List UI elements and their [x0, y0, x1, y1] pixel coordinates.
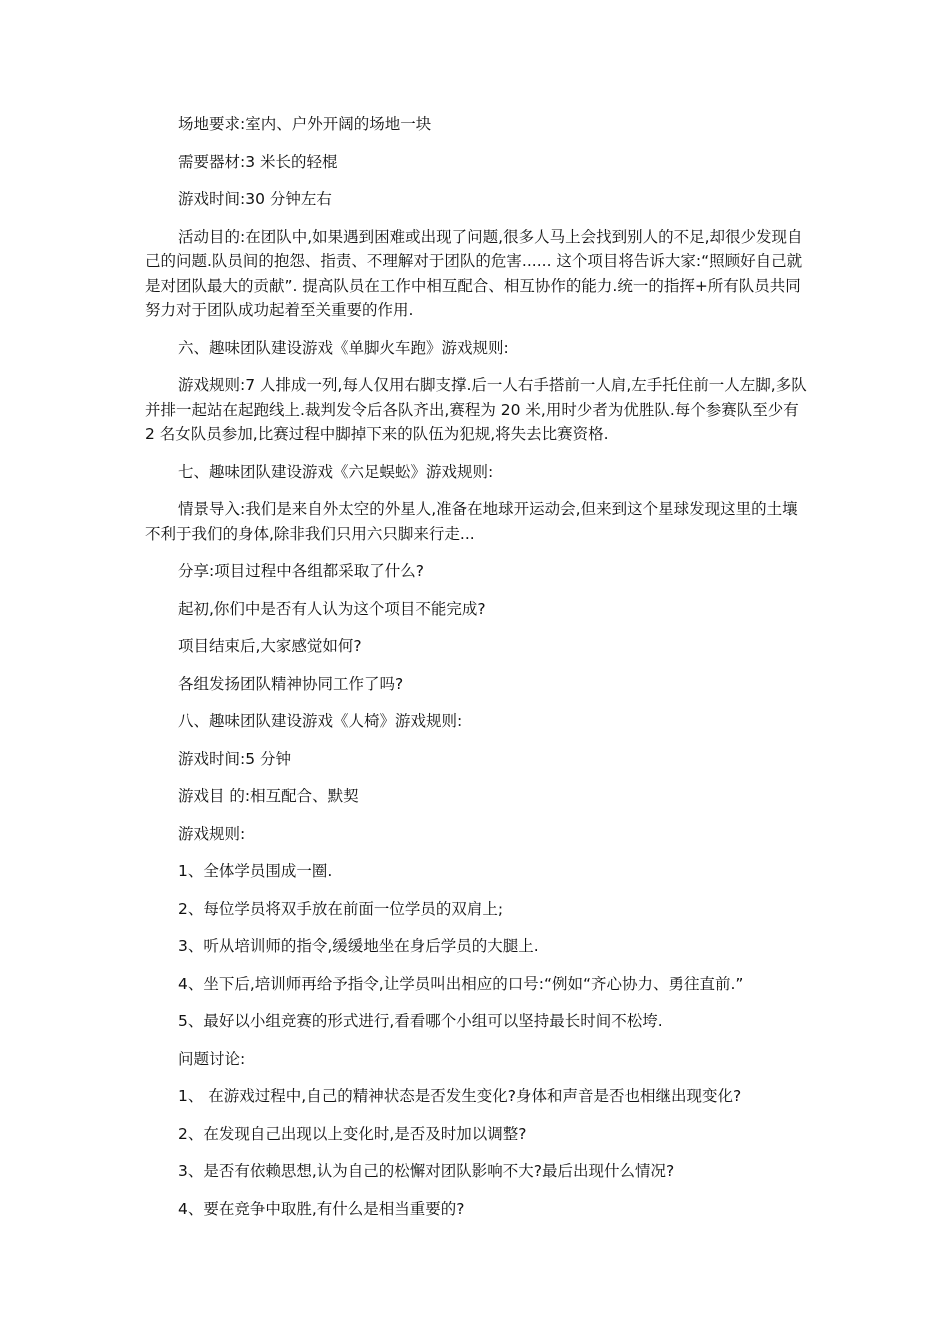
- game-duration: 游戏时间:30 分钟左右: [178, 190, 332, 208]
- document-page: [145, 112, 810, 1234]
- human-chair-purpose: 游戏目 的:相互配合、默契: [178, 787, 359, 805]
- discussion-item-4: 4、要在竞争中取胜,有什么是相当重要的?: [178, 1199, 465, 1218]
- discussion-item-1: 1、 在游戏过程中,自己的精神状态是否发生变化?身体和声音是否也相继出现变化?: [178, 1087, 742, 1105]
- rule-item-4: 4、坐下后,培训师再给予指令,让学员叫出相应的口号:“例如“齐心协力、勇往直前.”: [178, 974, 744, 993]
- section-heading-eight: 八、趣味团队建设游戏《人椅》游戏规则:: [178, 712, 463, 730]
- share-question-3: 项目结束后,大家感觉如何?: [178, 637, 362, 655]
- discussion-item-3: 3、是否有依赖思想,认为自己的松懈对团队影响不大?最后出现什么情况?: [178, 1162, 675, 1180]
- rule-item-3: 3、听从培训师的指令,缓缓地坐在身后学员的大腿上.: [178, 937, 539, 955]
- share-question-2: 起初,你们中是否有人认为这个项目不能完成?: [178, 599, 486, 618]
- rule-item-2: 2、每位学员将双手放在前面一位学员的双肩上;: [178, 899, 504, 918]
- section-heading-seven: 七、趣味团队建设游戏《六足蜈蚣》游戏规则:: [178, 462, 494, 481]
- section-heading-six: 六、趣味团队建设游戏《单脚火车跑》游戏规则:: [178, 338, 509, 357]
- human-chair-duration: 游戏时间:5 分钟: [178, 749, 292, 768]
- discussion-item-2: 2、在发现自己出现以上变化时,是否及时加以调整?: [178, 1124, 527, 1143]
- equipment-requirement: 需要器材:3 米长的轻棍: [178, 152, 338, 171]
- rule-item-1: 1、全体学员围成一圈.: [178, 862, 333, 880]
- activity-purpose: 活动目的:在团队中,如果遇到困难或出现了问题,很多人马上会找到别人的不足,却很少发现自己的问题.队员间的抱怨、指责、不理解对于团队的危害...... 这个项目将告诉大家:“照顾好自己就是对团队最大的贡献”. 提高队员在工作中相互配合、相互协作的能力.统一的指挥+所有队员共同努力对于团队成功起着至关重要的作用.: [145, 227, 803, 319]
- share-question-4: 各组发扬团队精神协同工作了吗?: [178, 674, 404, 693]
- human-chair-rules-label: 游戏规则:: [178, 824, 246, 843]
- venue-requirement: 场地要求:室内、户外开阔的场地一块: [178, 115, 432, 133]
- scenario-intro: 情景导入:我们是来自外太空的外星人,准备在地球开运动会,但来到这个星球发现这里的土壤不利于我们的身体,除非我们只用六只脚来行走...: [145, 500, 798, 543]
- share-question-1: 分享:项目过程中各组都采取了什么?: [178, 562, 424, 580]
- game-rules-train-run: 游戏规则:7 人排成一列,每人仅用右脚支撑.后一人右手搭前一人肩,左手托住前一人左脚,多队并排一起站在起跑线上.裁判发令后各队齐出,赛程为 20 米,用时少者为优胜队.每个参赛队至少有 2 名女队员参加,比赛过程中脚掉下来的队伍为犯规,将失去比赛资格.: [145, 376, 807, 443]
- discussion-label: 问题讨论:: [178, 1049, 246, 1068]
- rule-item-5: 5、最好以小组竞赛的形式进行,看看哪个小组可以坚持最长时间不松垮.: [178, 1012, 663, 1030]
